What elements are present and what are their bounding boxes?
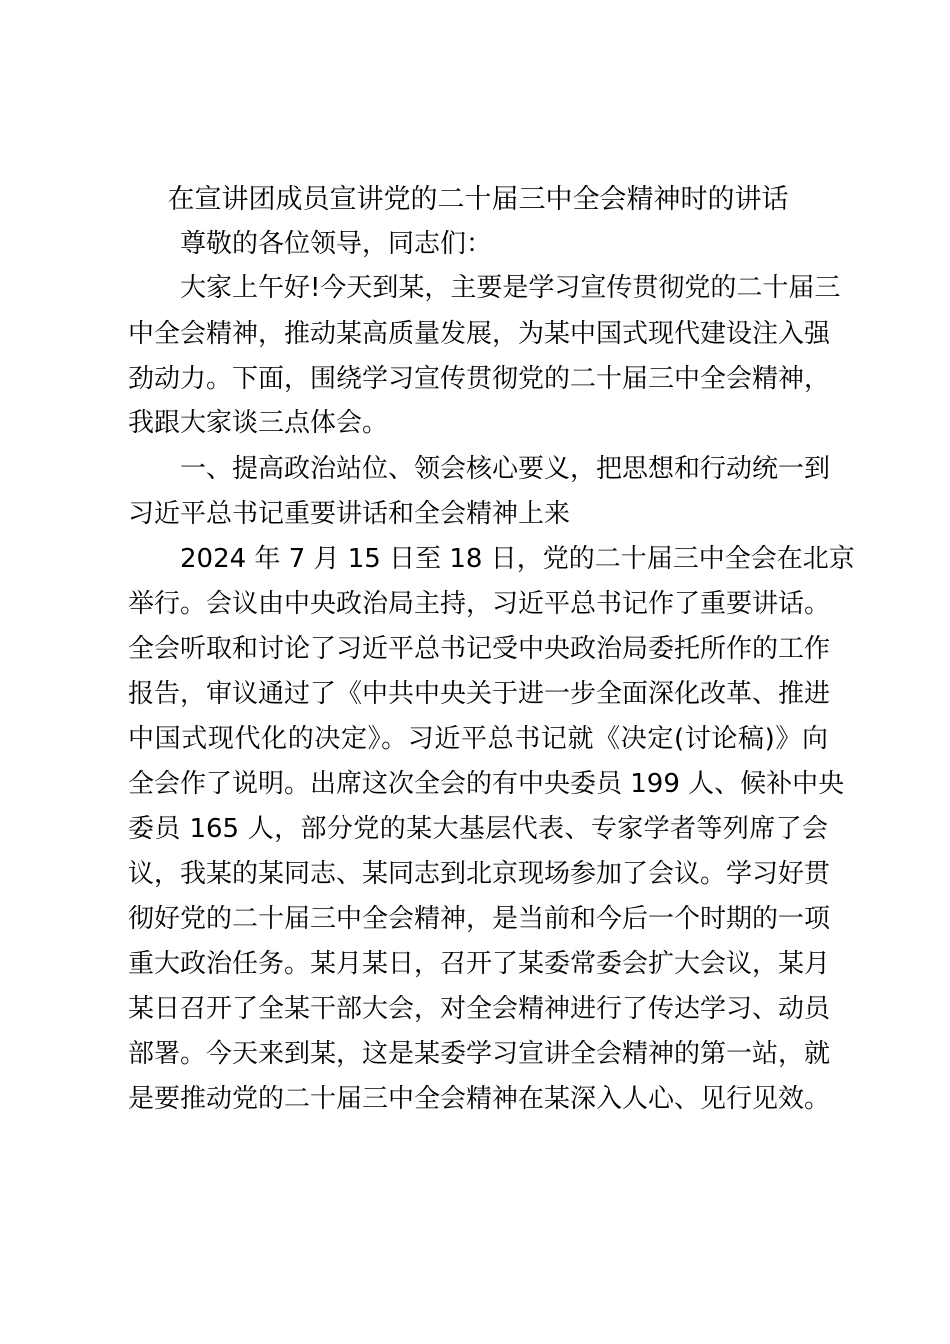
paragraph-3-line-7: 委员 165 人，部分党的某大基层代表、专家学者等列席了会 [128,814,828,844]
paragraph-3-line-3: 全会听取和讨论了习近平总书记受中央政治局委托所作的工作 [128,634,831,664]
section-heading-line-1: 一、提高政治站位、领会核心要义，把思想和行动统一到 [180,454,831,484]
paragraph-3-line-1: 2024 年 7 月 15 日至 18 日，党的二十届三中全会在北京 [180,544,855,574]
paragraph-3-line-4: 报告，审议通过了《中共中央关于进一步全面深化改革、推进 [128,679,831,709]
paragraph-3-line-6: 全会作了说明。出席这次全会的有中央委员 199 人、候补中央 [128,769,845,799]
paragraph-3-line-2: 举行。会议由中央政治局主持，习近平总书记作了重要讲话。 [128,589,831,619]
section-heading-line-2: 习近平总书记重要讲话和全会精神上来 [128,499,571,529]
paragraph-1-line-1: 大家上午好!今天到某，主要是学习宣传贯彻党的二十届三 [180,273,841,303]
paragraph-3-line-11: 某日召开了全某干部大会，对全会精神进行了传达学习、动员 [128,994,831,1024]
document-title: 在宣讲团成员宣讲党的二十届三中全会精神时的讲话 [167,184,789,215]
paragraph-1-line-2: 中全会精神，推动某高质量发展，为某中国式现代建设注入强 [128,319,831,349]
paragraph-3-line-5: 中国式现代化的决定》。习近平总书记就《决定(讨论稿)》向 [128,724,828,754]
paragraph-3-line-9: 彻好党的二十届三中全会精神，是当前和今后一个时期的一项 [128,904,831,934]
paragraph-3-line-8: 议，我某的某同志、某同志到北京现场参加了会议。学习好贯 [128,859,831,889]
paragraph-3-line-12: 部署。今天来到某，这是某委学习宣讲全会精神的第一站，就 [128,1039,831,1069]
paragraph-3-line-10: 重大政治任务。某月某日，召开了某委常委会扩大会议，某月 [128,949,831,979]
paragraph-3-line-13: 是要推动党的二十届三中全会精神在某深入人心、见行见效。 [128,1084,831,1114]
paragraph-1-line-4: 我跟大家谈三点体会。 [128,408,389,438]
paragraph-1-line-3: 劲动力。下面，围绕学习宣传贯彻党的二十届三中全会精神， [128,364,831,394]
salutation: 尊敬的各位领导，同志们： [180,229,493,259]
